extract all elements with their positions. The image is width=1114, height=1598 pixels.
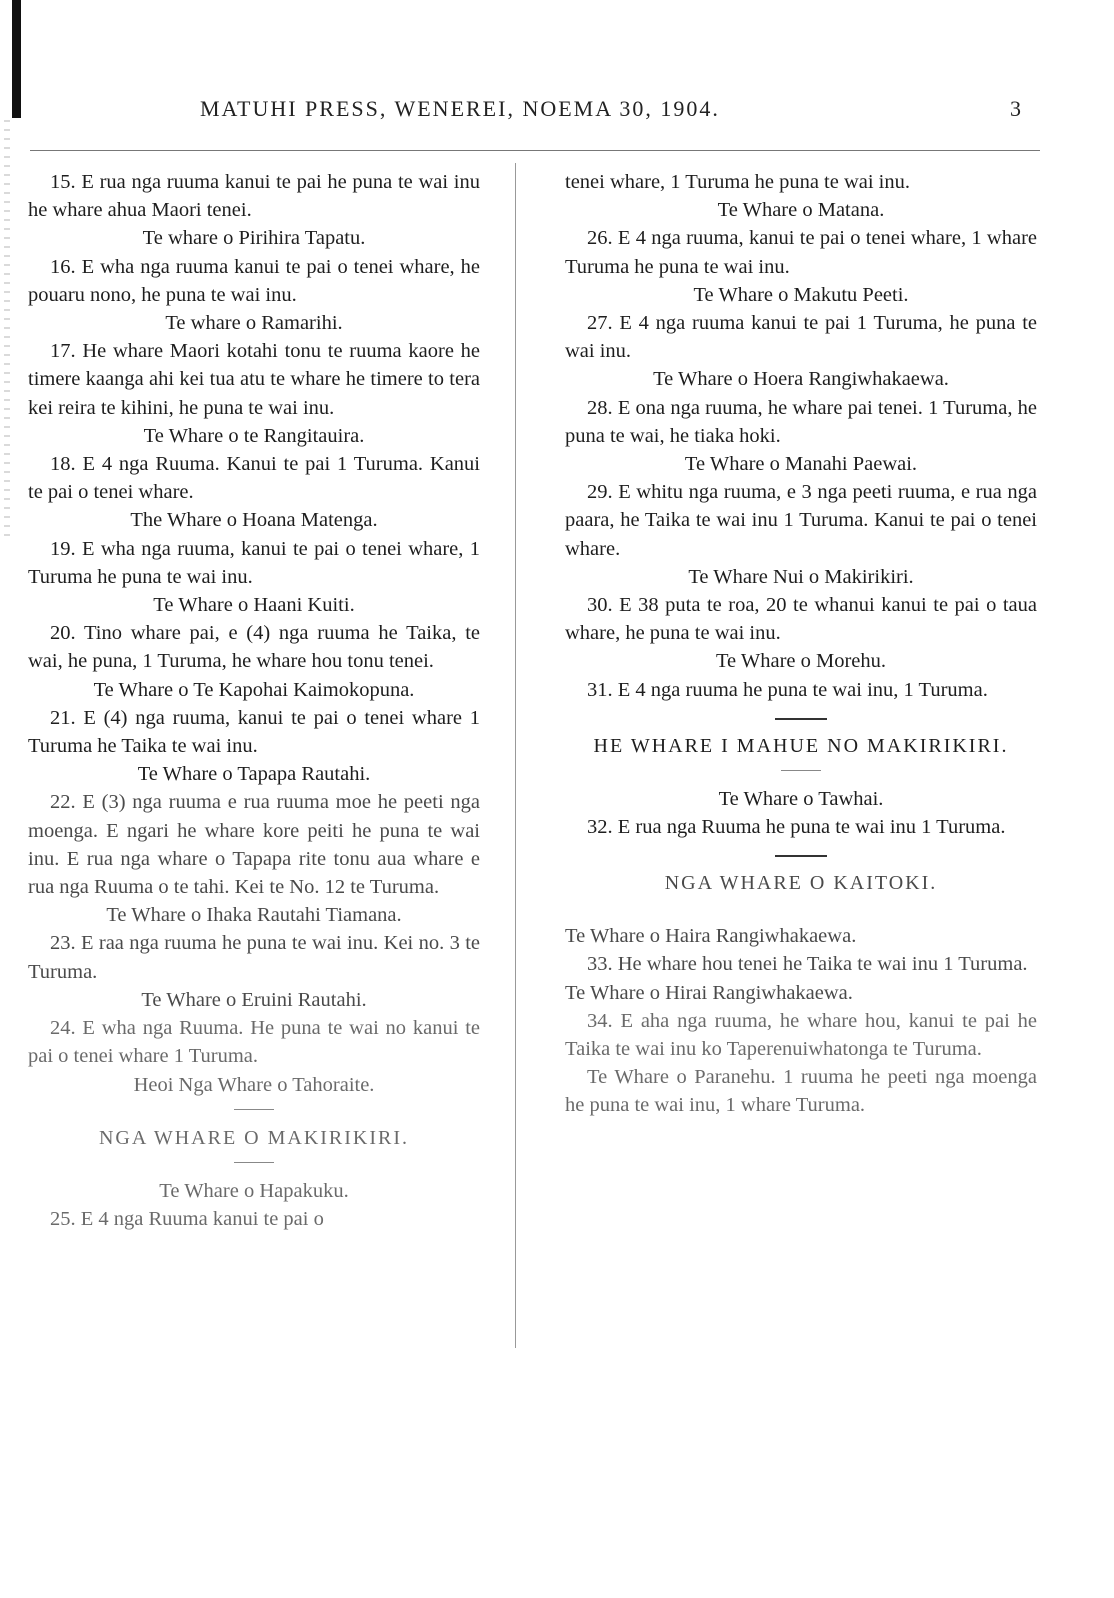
separator-rule bbox=[775, 718, 827, 720]
masthead bbox=[0, 96, 1114, 136]
section-kaitoki: NGA WHARE O KAITOKI. bbox=[664, 872, 938, 895]
entry-24: 24. E wha nga Ruuma. He puna te wai no kanui te pai o tenei whare 1 Turuma. bbox=[28, 1017, 480, 1068]
entry-31: 31. E 4 nga ruuma he puna te wai inu, 1 Turuma. bbox=[587, 678, 988, 701]
heading-haira: Te Whare o Haira Rangiwhakaewa. bbox=[565, 925, 857, 948]
entry-20: 20. Tino whare pai, e (4) nga ruuma he Taika, te wai, he puna, 1 Turuma, he whare hou tonu tenei. bbox=[28, 622, 480, 673]
heading-rangitauira: Te Whare o te Rangitauira. bbox=[143, 424, 365, 447]
separator-rule bbox=[234, 1109, 274, 1110]
separator-rule bbox=[775, 855, 827, 857]
heading-hapakuku: Te Whare o Hapakuku. bbox=[159, 1179, 349, 1202]
column-divider bbox=[515, 163, 516, 1348]
entry-34: 34. E aha nga ruuma, he whare hou, kanui te pai he Taika te wai inu ko Taperenuiwhatonga te Turuma. bbox=[565, 1009, 1037, 1061]
heading-ramarihi: Te whare o Ramarihi. bbox=[165, 312, 343, 335]
heading-haani: Te Whare o Haani Kuiti. bbox=[153, 594, 355, 617]
entry-28: 28. E ona nga ruuma, he whare pai tenei. 1 Turuma, he puna te wai, he tiaka hoki. bbox=[565, 396, 1037, 447]
heading-hoana: The Whare o Hoana Matenga. bbox=[130, 509, 378, 532]
entry-15: 15. E rua nga ruuma kanui te pai he puna te wai inu he whare ahua Maori tenei. bbox=[28, 171, 480, 222]
section-makirikiri: NGA WHARE O MAKIRIKIRI. bbox=[98, 1126, 410, 1149]
separator-rule bbox=[781, 770, 821, 771]
entry-18: 18. E 4 nga Ruuma. Kanui te pai 1 Turuma. Kanui te pai o tenei whare. bbox=[28, 453, 480, 504]
entry-30: 30. E 38 puta te roa, 20 te whanui kanui te pai o taua whare, he puna te wai inu. bbox=[565, 594, 1037, 645]
entry-21: 21. E (4) nga ruuma, kanui te pai o tenei whare 1 Turuma he Taika te wai inu. bbox=[28, 706, 480, 758]
entry-27: 27. E 4 nga ruuma kanui te pai 1 Turuma, he puna te wai inu. bbox=[565, 312, 1037, 363]
entry-25-continued: tenei whare, 1 Turuma he puna te wai inu. bbox=[565, 171, 911, 193]
left-column bbox=[28, 168, 480, 1233]
heading-hoera: Te Whare o Hoera Rangiwhakaewa. bbox=[653, 368, 949, 391]
right-column bbox=[565, 168, 1037, 1120]
heading-pirihira: Te whare o Pirihira Tapatu. bbox=[142, 227, 366, 250]
entry-22: 22. E (3) nga ruuma e rua ruuma moe he peeti nga moenga. E ngari he whare kore peiti he puna te wai inu. E rua nga whare o Tapapa rite tonu aua whare e rua nga Ruuma o te tahi. Kei te No. 12 te Turuma. bbox=[28, 791, 480, 899]
section-spacer bbox=[781, 907, 821, 908]
entry-25-start: 25. E 4 nga Ruuma kanui te pai o bbox=[50, 1207, 324, 1230]
heading-makutu: Te Whare o Makutu Peeti. bbox=[693, 283, 909, 306]
entry-23: 23. E raa nga ruuma he puna te wai inu. Kei no. 3 te Turuma. bbox=[28, 932, 480, 983]
heading-hirai: Te Whare o Hirai Rangiwhakaewa. bbox=[565, 981, 853, 1004]
heading-nui: Te Whare Nui o Makirikiri. bbox=[688, 565, 914, 588]
entry-16: 16. E wha nga ruuma kanui te pai o tenei whare, he pouaru nono, he puna te wai inu. bbox=[28, 255, 480, 306]
heading-matana: Te Whare o Matana. bbox=[717, 199, 885, 222]
heading-tawhai: Te Whare o Tawhai. bbox=[718, 787, 884, 810]
page-number: 3 bbox=[1010, 96, 1021, 121]
heading-tapapa: Te Whare o Tapapa Rautahi. bbox=[137, 763, 371, 786]
heading-tahoraite: Heoi Nga Whare o Tahoraite. bbox=[133, 1073, 375, 1096]
heading-morehu: Te Whare o Morehu. bbox=[715, 650, 887, 673]
separator-rule bbox=[234, 1162, 274, 1163]
entry-26: 26. E 4 nga ruuma, kanui te pai o tenei whare, 1 whare Turuma he puna te wai inu. bbox=[565, 227, 1037, 278]
entry-32: 32. E rua nga Ruuma he puna te wai inu 1 Turuma. bbox=[587, 816, 1006, 839]
newspaper-title: MATUHI PRESS, WENEREI, NOEMA 30, 1904. bbox=[200, 96, 720, 121]
entry-29: 29. E whitu nga ruuma, e 3 nga peeti ruuma, e rua nga paara, he Taika te wai inu 1 Turuma. Kanui te pai o tenei whare. bbox=[565, 481, 1037, 560]
section-mahue: HE WHARE I MAHUE NO MAKIRIKIRI. bbox=[593, 734, 1009, 757]
heading-ihaka: Te Whare o Ihaka Rautahi Tiamana. bbox=[106, 904, 402, 927]
entry-17: 17. He whare Maori kotahi tonu te ruuma kaore he timere kaanga ahi kei tua atu te whare he timere to tera kei reira te kihini, he puna te wai inu. bbox=[28, 340, 480, 419]
heading-kapohai: Te Whare o Te Kapohai Kaimokopuna. bbox=[93, 678, 415, 701]
header-rule bbox=[30, 150, 1040, 151]
entry-paranehu: Te Whare o Paranehu. 1 ruuma he peeti nga moenga he puna te wai inu, 1 whare Turuma. bbox=[565, 1066, 1037, 1117]
scan-edge-noise bbox=[4, 120, 10, 540]
heading-manahi: Te Whare o Manahi Paewai. bbox=[684, 453, 918, 476]
entry-19: 19. E wha nga ruuma, kanui te pai o tenei whare, 1 Turuma he puna te wai inu. bbox=[28, 537, 480, 588]
entry-33: 33. He whare hou tenei he Taika te wai inu 1 Turuma. bbox=[587, 953, 1028, 976]
heading-eruini: Te Whare o Eruini Rautahi. bbox=[141, 988, 367, 1011]
